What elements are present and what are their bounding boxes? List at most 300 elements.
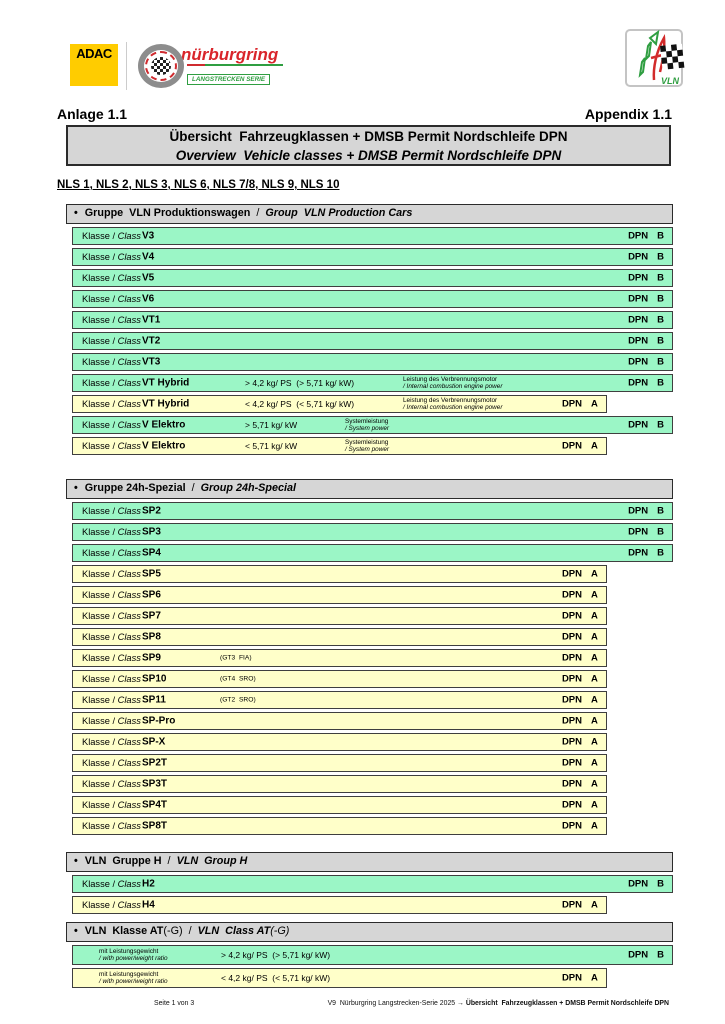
group-title-en: Group VLN Production Cars <box>265 207 413 219</box>
dpn-grade: A <box>591 757 598 769</box>
class-name: SP7 <box>142 610 161 622</box>
class-label <box>82 273 141 283</box>
appendix-label: Appendix 1.1 <box>584 106 672 122</box>
dpn-grade: A <box>591 694 598 706</box>
title-separator: / <box>188 482 198 494</box>
engine-note <box>345 439 389 453</box>
note-line-de: Systemleistung <box>345 418 389 425</box>
footer-version-normal: V9 Nürburgring Langstrecken-Serie 2025 → <box>327 1000 466 1007</box>
class-row <box>72 945 673 965</box>
dpn-grade: B <box>657 335 664 347</box>
dpn-badge <box>562 737 598 748</box>
dpn-badge <box>562 441 598 452</box>
engine-note <box>403 397 502 411</box>
class-label <box>82 506 141 516</box>
class-label-en: Class <box>117 653 141 663</box>
class-name: VT Hybrid <box>142 377 190 389</box>
table-group-header <box>66 479 673 499</box>
class-tag: (GT3 FIA) <box>220 654 252 662</box>
events-list: NLS 1, NLS 2, NLS 3, NLS 6, NLS 7/8, NLS 9, NLS 10 <box>57 179 340 191</box>
note-line-de: mit Leistungsgewicht <box>99 971 159 978</box>
class-label <box>82 590 141 600</box>
dpn-grade: B <box>657 505 664 517</box>
dpn-grade: A <box>591 589 598 601</box>
class-label <box>82 779 141 789</box>
class-name: SP4T <box>142 799 168 811</box>
dpn-grade: B <box>657 356 664 368</box>
dpn-label: DPN <box>561 899 582 911</box>
group-title-en-suffix: (-G) <box>270 925 290 937</box>
class-label-de: Klasse / <box>82 420 118 430</box>
class-row <box>72 565 607 583</box>
class-label-de: Klasse / <box>82 357 118 367</box>
class-label-de: Klasse / <box>82 695 118 705</box>
page-number: Seite 1 von 3 <box>154 1000 195 1007</box>
class-label-de: Klasse / <box>82 674 118 684</box>
note-line-de: Systemleistung <box>345 439 389 446</box>
class-row <box>72 712 607 730</box>
dpn-grade: A <box>591 778 598 790</box>
bullet-icon: • <box>74 855 78 867</box>
class-name: H2 <box>142 878 155 890</box>
adac-logo: ADAC <box>70 44 118 86</box>
table-rows <box>66 502 673 835</box>
class-label-en: Class <box>117 737 141 747</box>
class-label <box>82 399 141 409</box>
group-title-de-suffix: (-G) <box>163 925 183 937</box>
class-row <box>72 607 607 625</box>
group-table <box>66 852 673 914</box>
class-label <box>82 879 141 889</box>
dpn-label: DPN <box>561 589 582 601</box>
class-row <box>72 290 673 308</box>
class-name: V Elektro <box>142 440 186 452</box>
dpn-label: DPN <box>628 293 649 305</box>
class-label-de: Klasse / <box>82 527 118 537</box>
table-group-header <box>66 922 673 942</box>
class-row <box>72 374 673 392</box>
class-label <box>82 548 141 558</box>
dpn-label: DPN <box>628 505 649 517</box>
power-ratio-value: < 5,71 kg/ kW <box>245 441 298 451</box>
class-label <box>82 527 141 537</box>
group-title-de: VLN Gruppe H <box>84 855 162 867</box>
class-label-de: Klasse / <box>82 653 118 663</box>
dpn-label: DPN <box>561 694 582 706</box>
dpn-badge <box>562 779 598 790</box>
power-ratio-value: > 5,71 kg/ kW <box>245 420 298 430</box>
class-row <box>72 502 673 520</box>
class-label <box>82 441 141 451</box>
class-label-en: Class <box>117 273 141 283</box>
class-label-en: Class <box>117 506 141 516</box>
class-label <box>82 336 141 346</box>
nuerburgring-swirl-icon <box>138 44 184 88</box>
dpn-grade: B <box>657 251 664 263</box>
group-title-de: Gruppe 24h-Spezial <box>84 482 186 494</box>
class-label <box>82 716 141 726</box>
class-label-de: Klasse / <box>82 315 118 325</box>
class-label-en: Class <box>117 674 141 684</box>
class-name: SP3T <box>142 778 168 790</box>
group-table <box>66 479 673 835</box>
group-title-en: VLN Class AT <box>197 925 271 937</box>
dpn-grade: A <box>591 631 598 643</box>
class-label-de: Klasse / <box>82 879 118 889</box>
dpn-grade: B <box>657 272 664 284</box>
dpn-label: DPN <box>561 652 582 664</box>
anlage-label: Anlage 1.1 <box>57 106 128 122</box>
dpn-badge <box>628 357 664 368</box>
class-label-en: Class <box>117 800 141 810</box>
group-table <box>66 204 673 455</box>
bullet-icon: • <box>74 925 78 937</box>
power-ratio-value: > 4,2 kg/ PS (> 5,71 kg/ kW) <box>245 378 355 388</box>
class-label-en: Class <box>117 569 141 579</box>
class-name: V6 <box>142 293 155 305</box>
class-row <box>72 754 607 772</box>
class-label-de: Klasse / <box>82 800 118 810</box>
dpn-badge <box>628 252 664 263</box>
class-label <box>82 821 141 831</box>
dpn-grade: B <box>657 230 664 242</box>
class-row <box>72 227 673 245</box>
dpn-badge <box>562 674 598 685</box>
dpn-label: DPN <box>561 440 582 452</box>
note-line-en: / Internal combustion engine power <box>403 404 503 411</box>
class-label <box>82 315 141 325</box>
dpn-grade: B <box>657 878 664 890</box>
dpn-badge <box>562 821 598 832</box>
dpn-badge <box>562 399 598 410</box>
class-name: SP6 <box>142 589 161 601</box>
class-label-de: Klasse / <box>82 779 118 789</box>
class-label-en: Class <box>117 548 141 558</box>
dpn-badge <box>628 231 664 242</box>
class-label-en: Class <box>117 695 141 705</box>
class-label <box>82 900 141 910</box>
vln-wordmark: VLN <box>661 76 679 86</box>
table-rows <box>66 875 673 914</box>
class-row <box>72 775 607 793</box>
class-tag: (GT2 SRO) <box>220 696 256 704</box>
langstrecken-serie-badge: LANGSTRECKEN SERIE <box>187 74 270 85</box>
dpn-label: DPN <box>561 757 582 769</box>
class-row <box>72 691 607 709</box>
class-label-en: Class <box>117 441 141 451</box>
class-label-de: Klasse / <box>82 273 118 283</box>
class-row <box>72 416 673 434</box>
class-label-de: Klasse / <box>82 506 118 516</box>
class-label <box>82 252 141 262</box>
class-label <box>82 569 141 579</box>
dpn-grade: B <box>657 377 664 389</box>
note-line-de: Leistung des Verbrennungsmotor <box>403 376 498 383</box>
dpn-label: DPN <box>561 715 582 727</box>
class-label-en: Class <box>117 611 141 621</box>
class-row <box>72 586 607 604</box>
class-label <box>82 674 141 684</box>
class-label-de: Klasse / <box>82 632 118 642</box>
dpn-grade: A <box>591 673 598 685</box>
dpn-badge <box>628 950 664 961</box>
class-row <box>72 896 607 914</box>
class-label <box>82 294 141 304</box>
note-line-en: / with power/weight ratio <box>99 955 168 962</box>
class-label-en: Class <box>117 231 141 241</box>
dpn-badge <box>562 590 598 601</box>
class-label <box>82 357 141 367</box>
class-name: H4 <box>142 899 155 911</box>
dpn-badge <box>628 378 664 389</box>
dpn-grade: A <box>591 715 598 727</box>
class-label-en: Class <box>117 378 141 388</box>
dpn-grade: A <box>591 972 598 984</box>
dpn-grade: A <box>591 736 598 748</box>
title-separator: / <box>164 855 174 867</box>
dpn-grade: A <box>591 820 598 832</box>
class-label <box>82 653 141 663</box>
class-row <box>72 817 607 835</box>
dpn-badge <box>562 800 598 811</box>
class-name: V3 <box>142 230 155 242</box>
power-ratio-value: < 4,2 kg/ PS (< 5,71 kg/ kW) <box>245 399 355 409</box>
class-label-de: Klasse / <box>82 758 118 768</box>
class-row <box>72 796 607 814</box>
class-label-de: Klasse / <box>82 294 118 304</box>
dpn-label: DPN <box>628 251 649 263</box>
weight-ratio-label <box>99 948 168 962</box>
dpn-grade: A <box>591 440 598 452</box>
class-label <box>82 737 141 747</box>
dpn-badge <box>562 632 598 643</box>
bullet-icon: • <box>74 482 78 494</box>
dpn-badge <box>628 294 664 305</box>
class-name: SP9 <box>142 652 161 664</box>
class-label-en: Class <box>117 879 141 889</box>
dpn-badge <box>628 506 664 517</box>
class-label-en: Class <box>117 779 141 789</box>
class-name: V Elektro <box>142 419 186 431</box>
dpn-grade: A <box>591 799 598 811</box>
dpn-label: DPN <box>628 419 649 431</box>
class-row <box>72 311 673 329</box>
logo-divider <box>126 42 127 90</box>
class-label-de: Klasse / <box>82 900 118 910</box>
class-name: SP8T <box>142 820 168 832</box>
dpn-grade: B <box>657 293 664 305</box>
class-label-en: Class <box>117 357 141 367</box>
class-name: SP2T <box>142 757 168 769</box>
dpn-grade: B <box>657 314 664 326</box>
group-title-en: VLN Group H <box>176 855 248 867</box>
class-label <box>82 758 141 768</box>
dpn-label: DPN <box>628 878 649 890</box>
dpn-label: DPN <box>561 736 582 748</box>
class-label-de: Klasse / <box>82 252 118 262</box>
class-label <box>82 378 141 388</box>
dpn-grade: A <box>591 899 598 911</box>
dpn-label: DPN <box>561 972 582 984</box>
dpn-label: DPN <box>561 799 582 811</box>
dpn-badge <box>628 527 664 538</box>
class-label <box>82 611 141 621</box>
class-row <box>72 733 607 751</box>
class-label-en: Class <box>117 336 141 346</box>
dpn-label: DPN <box>628 547 649 559</box>
class-label-en: Class <box>117 294 141 304</box>
dpn-label: DPN <box>561 398 582 410</box>
class-name: V4 <box>142 251 155 263</box>
footer-version-bold: Übersicht Fahrzeugklassen + DMSB Permit Nordschleife DPN <box>465 1000 669 1007</box>
title-separator: / <box>185 925 195 937</box>
dpn-label: DPN <box>628 377 649 389</box>
group-title-de: VLN Klasse AT <box>84 925 164 937</box>
class-row <box>72 968 607 988</box>
class-name: VT Hybrid <box>142 398 190 410</box>
class-label-de: Klasse / <box>82 336 118 346</box>
dpn-badge <box>562 695 598 706</box>
class-row <box>72 248 673 266</box>
class-label-en: Class <box>117 758 141 768</box>
dpn-badge <box>628 879 664 890</box>
class-row <box>72 332 673 350</box>
dpn-label: DPN <box>628 526 649 538</box>
class-label-de: Klasse / <box>82 716 118 726</box>
class-name: VT1 <box>142 314 161 326</box>
class-label <box>82 231 141 241</box>
bullet-icon: • <box>74 207 78 219</box>
dpn-label: DPN <box>561 778 582 790</box>
power-ratio-value: > 4,2 kg/ PS (> 5,71 kg/ kW) <box>221 950 331 960</box>
dpn-badge <box>562 569 598 580</box>
class-label-de: Klasse / <box>82 590 118 600</box>
document-title-en: Overview Vehicle classes + DMSB Permit Nordschleife DPN <box>175 147 562 163</box>
dpn-label: DPN <box>561 673 582 685</box>
dpn-badge <box>628 420 664 431</box>
class-name: VT2 <box>142 335 161 347</box>
class-row <box>72 670 607 688</box>
dpn-grade: B <box>657 526 664 538</box>
class-label-en: Class <box>117 527 141 537</box>
note-line-en: / System power <box>345 425 390 432</box>
dpn-label: DPN <box>628 949 649 961</box>
class-row <box>72 628 607 646</box>
dpn-grade: A <box>591 610 598 622</box>
dpn-grade: A <box>591 398 598 410</box>
class-label-en: Class <box>117 632 141 642</box>
document-title-de: Übersicht Fahrzeugklassen + DMSB Permit Nordschleife DPN <box>169 129 568 144</box>
dpn-badge <box>562 716 598 727</box>
note-line-en: / with power/weight ratio <box>99 978 168 985</box>
dpn-badge <box>562 653 598 664</box>
note-line-de: Leistung des Verbrennungsmotor <box>403 397 498 404</box>
class-label-de: Klasse / <box>82 399 118 409</box>
class-name: SP10 <box>142 673 167 685</box>
page-footer <box>66 1000 671 1007</box>
class-row <box>72 544 673 562</box>
class-name: SP-Pro <box>142 715 176 727</box>
class-name: SP8 <box>142 631 161 643</box>
note-line-en: / System power <box>345 446 390 453</box>
footer-version-text <box>328 1000 669 1007</box>
engine-note <box>345 418 389 432</box>
class-label-en: Class <box>117 900 141 910</box>
nuerburgring-logo-text <box>181 46 283 86</box>
table-rows <box>66 227 673 455</box>
weight-ratio-label <box>99 971 168 985</box>
table-rows <box>66 945 673 988</box>
dpn-grade: B <box>657 419 664 431</box>
class-label-en: Class <box>117 590 141 600</box>
class-name: V5 <box>142 272 155 284</box>
class-tables <box>66 204 673 988</box>
dpn-badge <box>628 548 664 559</box>
power-ratio-value: < 4,2 kg/ PS (< 5,71 kg/ kW) <box>221 973 331 983</box>
class-name: SP11 <box>142 694 166 706</box>
dpn-grade: A <box>591 652 598 664</box>
class-name: SP3 <box>142 526 161 538</box>
class-label-en: Class <box>117 420 141 430</box>
dpn-label: DPN <box>561 631 582 643</box>
document-title-box <box>66 125 671 166</box>
dpn-grade: B <box>657 949 664 961</box>
class-row <box>72 649 607 667</box>
engine-note <box>403 376 502 390</box>
class-label-en: Class <box>117 716 141 726</box>
dpn-badge <box>562 973 598 984</box>
class-label <box>82 420 141 430</box>
class-label-de: Klasse / <box>82 378 118 388</box>
dpn-label: DPN <box>628 272 649 284</box>
dpn-label: DPN <box>561 610 582 622</box>
class-name: SP-X <box>142 736 166 748</box>
class-label-de: Klasse / <box>82 569 118 579</box>
dpn-badge <box>562 611 598 622</box>
title-separator: / <box>253 207 263 219</box>
class-name: SP2 <box>142 505 161 517</box>
dpn-label: DPN <box>628 335 649 347</box>
dpn-badge <box>628 315 664 326</box>
dpn-badge <box>628 273 664 284</box>
table-group-header <box>66 204 673 224</box>
nuerburgring-underline <box>187 64 283 66</box>
class-label-en: Class <box>117 399 141 409</box>
vln-logo <box>620 28 686 99</box>
class-row <box>72 875 673 893</box>
nuerburgring-logo <box>138 44 283 88</box>
class-label-en: Class <box>117 821 141 831</box>
page-title-row <box>57 106 672 122</box>
class-label-de: Klasse / <box>82 548 118 558</box>
group-table <box>66 922 673 988</box>
dpn-label: DPN <box>628 356 649 368</box>
note-line-en: / Internal combustion engine power <box>403 383 503 390</box>
class-label-en: Class <box>117 252 141 262</box>
class-name: VT3 <box>142 356 161 368</box>
dpn-grade: A <box>591 568 598 580</box>
group-title-en: Group 24h-Special <box>200 482 296 494</box>
class-label-de: Klasse / <box>82 231 118 241</box>
class-name: SP5 <box>142 568 161 580</box>
nuerburgring-wordmark: nürburgring <box>181 45 279 64</box>
class-label <box>82 695 141 705</box>
dpn-label: DPN <box>561 820 582 832</box>
dpn-grade: B <box>657 547 664 559</box>
class-row <box>72 395 607 413</box>
vln-checkered-flag <box>660 44 684 70</box>
class-label-de: Klasse / <box>82 611 118 621</box>
